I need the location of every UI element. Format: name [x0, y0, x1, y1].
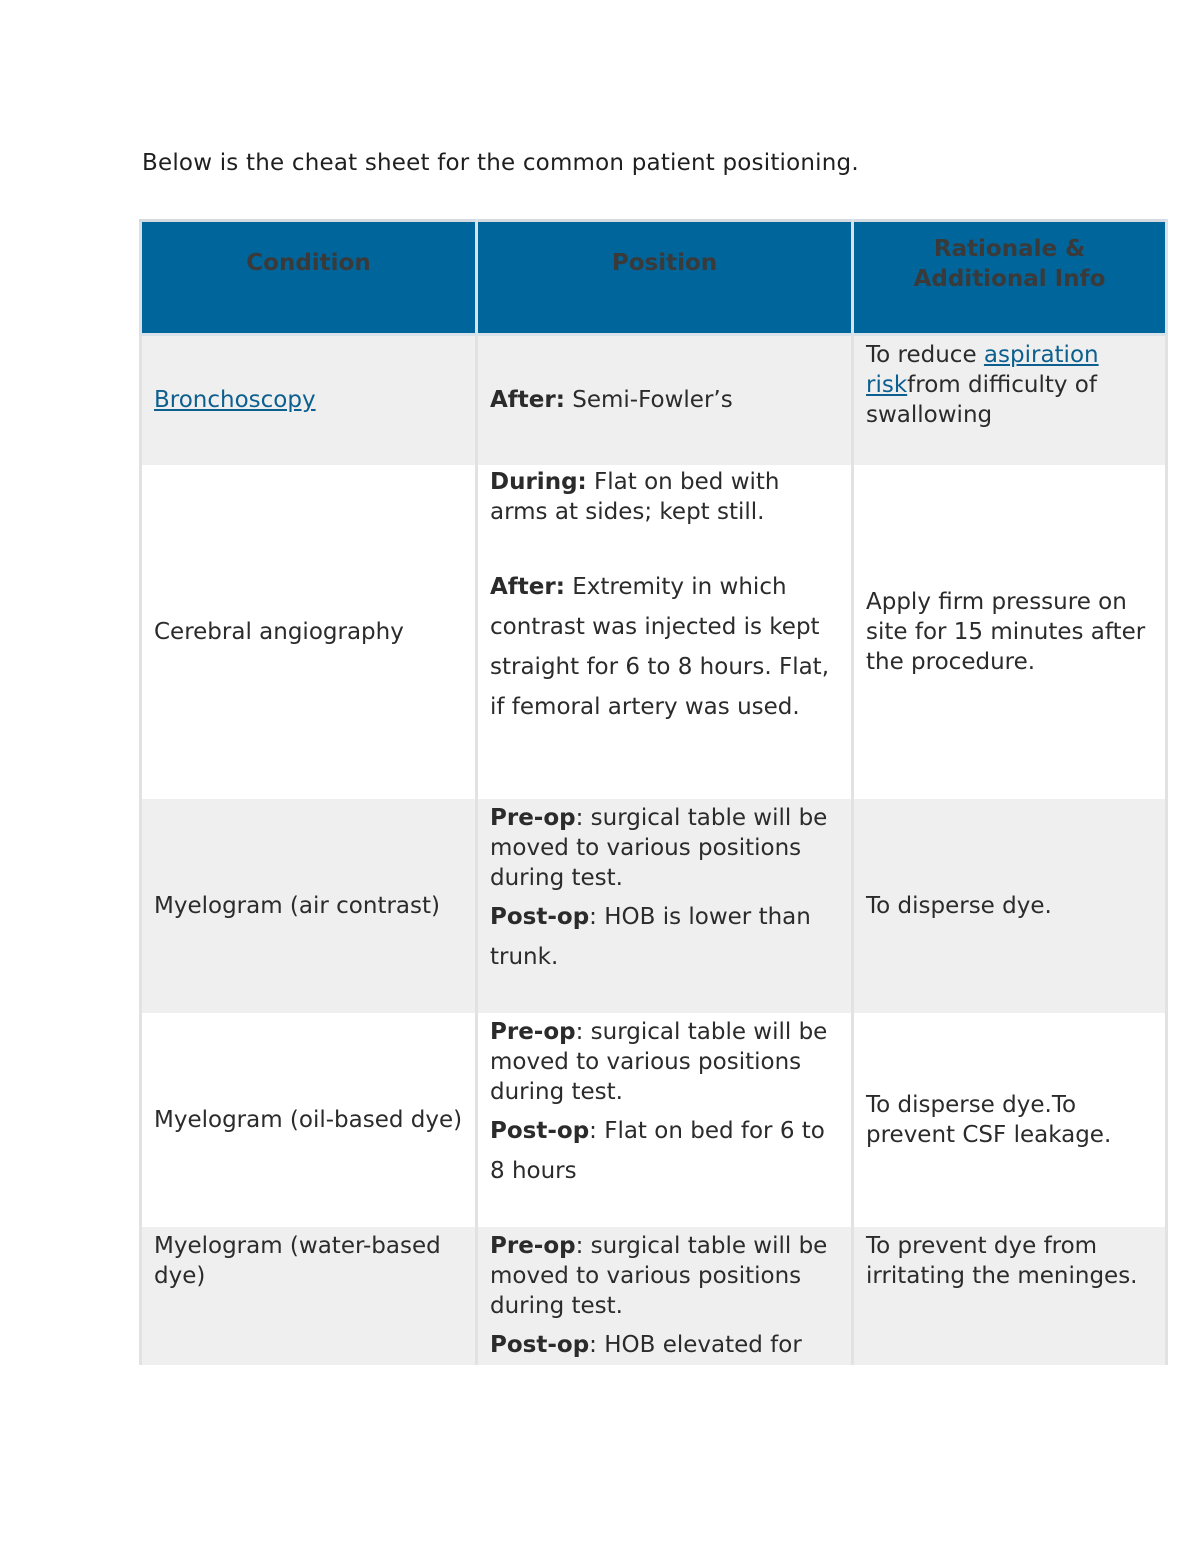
position-cell — [477, 1227, 853, 1365]
position-preop — [490, 1017, 841, 1107]
rationale-text: Apply firm pressure on site for 15 minutes after the procedure. — [866, 588, 1146, 675]
position-text: : surgical table will be moved to various positions during test. — [490, 1018, 828, 1105]
rationale-text: To prevent dye from irritating the meninges. — [866, 1232, 1138, 1289]
table-row — [141, 799, 1167, 1013]
spacer — [490, 527, 841, 567]
header-position: Position — [477, 221, 853, 335]
table-row — [141, 1013, 1167, 1227]
position-cell — [477, 465, 853, 799]
position-label: Pre-op — [490, 804, 576, 831]
table-row — [141, 335, 1167, 465]
position-text: : HOB elevated for — [589, 1331, 802, 1358]
rationale-cell — [853, 465, 1167, 799]
position-postop — [490, 897, 841, 977]
position-label: Pre-op — [490, 1018, 576, 1045]
position-label: Pre-op — [490, 1232, 576, 1259]
rationale-cell — [853, 799, 1167, 1013]
position-label: Post-op — [490, 1117, 590, 1144]
header-condition: Condition — [141, 221, 477, 335]
position-cell — [477, 1013, 853, 1227]
condition-cell — [141, 335, 477, 465]
position-postop — [490, 1111, 841, 1191]
condition-cell — [141, 1013, 477, 1227]
position-cell — [477, 799, 853, 1013]
position-during — [490, 467, 841, 527]
bronchoscopy-link[interactable]: Bronchoscopy — [154, 387, 316, 414]
condition-text: Myelogram (water-based dye) — [154, 1232, 441, 1289]
rationale-suffix: from difficulty of swallowing — [866, 372, 1097, 428]
condition-text: Cerebral angiography — [154, 618, 404, 645]
position-preop — [490, 1231, 841, 1321]
condition-cell — [141, 1227, 477, 1365]
position-label: After: — [490, 573, 565, 600]
position-cell — [477, 335, 853, 465]
condition-text: Myelogram (oil-based dye) — [154, 1106, 463, 1133]
header-rationale: Rationale & Additional Info — [853, 221, 1167, 335]
position-postop — [490, 1325, 841, 1365]
table-row — [141, 465, 1167, 799]
position-text: Semi-Fowler’s — [564, 387, 733, 414]
position-text: : Flat on bed for 6 to 8 hours — [490, 1117, 825, 1184]
rationale-prefix: To reduce — [866, 342, 984, 368]
rationale-text: To disperse dye. — [866, 892, 1052, 919]
position-text: Flat on bed with arms at sides; kept still. — [490, 468, 780, 525]
condition-text: Myelogram (air contrast) — [154, 892, 440, 919]
position-text: : surgical table will be moved to various positions during test. — [490, 1232, 828, 1319]
condition-cell — [141, 465, 477, 799]
position-label: After: — [490, 387, 565, 414]
position-label: Post-op — [490, 903, 590, 930]
rationale-cell — [853, 1013, 1167, 1227]
table-header-row — [141, 221, 1167, 335]
position-preop — [490, 803, 841, 893]
position-text: : HOB is lower than trunk. — [490, 903, 811, 970]
table-row — [141, 1227, 1167, 1365]
rationale-cell — [853, 335, 1167, 465]
aspiration-risk-link[interactable]: aspiration risk — [866, 342, 1099, 398]
condition-cell — [141, 799, 477, 1013]
position-text: : surgical table will be moved to various positions during test. — [490, 804, 828, 891]
position-after — [490, 567, 841, 727]
position-label: During: — [490, 468, 587, 495]
position-label: Post-op — [490, 1331, 590, 1358]
position-text: Extremity in which contrast was injected is kept straight for 6 to 8 hours. Flat, if femoral artery was used. — [490, 573, 830, 720]
intro-text: Below is the cheat sheet for the common patient positioning. — [142, 150, 859, 176]
rationale-cell — [853, 1227, 1167, 1365]
rationale-text: To disperse dye.To prevent CSF leakage. — [866, 1091, 1112, 1148]
positioning-table — [139, 219, 1168, 1365]
